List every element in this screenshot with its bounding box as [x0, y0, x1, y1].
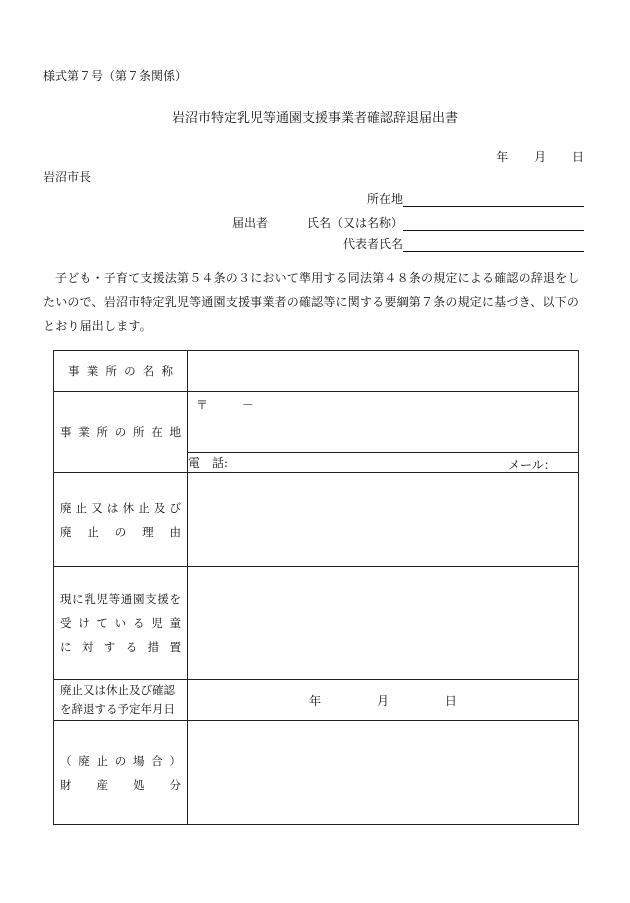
office-address-field[interactable] [188, 392, 579, 453]
measures-field[interactable] [188, 567, 579, 680]
reason-label-line2: 廃止の理由 [60, 524, 181, 539]
address-field[interactable] [403, 192, 584, 207]
office-address-label: 事業所の所在地 [60, 425, 181, 439]
schedule-label-cell [54, 680, 188, 721]
representative-label: 代表者氏名 [342, 237, 403, 251]
date-day-label: 日 [571, 150, 584, 164]
measures-label-line2: 受けている児童 [60, 616, 181, 630]
property-label-line1: （廃止の場合） [60, 753, 181, 768]
name-label: 氏名（又は名称） [306, 216, 403, 230]
measures-label-cell [54, 567, 188, 680]
property-label-line2: 財産処分 [60, 777, 181, 792]
submission-date [496, 148, 584, 165]
schedule-year-label: 年 [309, 693, 322, 708]
postal-dash: － [241, 398, 254, 412]
postal-mark: 〒 [196, 398, 209, 412]
schedule-label-line2: を辞退する予定年月日 [60, 702, 175, 716]
address-label: 所在地 [366, 192, 403, 206]
date-year-label: 年 [496, 150, 509, 164]
document-title: 岩沼市特定乳児等通園支援事業者確認辞退届出書 [171, 111, 458, 126]
property-field[interactable] [188, 721, 579, 825]
schedule-day-label: 日 [444, 693, 457, 708]
notification-table [53, 350, 579, 825]
office-address-label-cell [54, 392, 188, 473]
schedule-date-field[interactable] [188, 680, 579, 721]
name-row [307, 214, 584, 231]
date-month-label: 月 [534, 150, 547, 164]
applicant-label: 届出者 [232, 216, 269, 230]
property-label-cell [54, 721, 188, 825]
representative-field[interactable] [403, 237, 584, 252]
schedule-label-line1: 廃止又は休止及び確認 [60, 683, 175, 697]
office-name-label-cell [54, 351, 188, 392]
address-row [367, 190, 584, 207]
reason-label-line1: 廃止又は休止及び [60, 500, 181, 515]
name-field[interactable] [403, 216, 584, 231]
body-paragraph: 子ども・子育て支援法第５４条の３において準用する同法第４８条の規定による確認の辞退をしたいので、岩沼市特定乳児等通園支援事業者の確認等に関する要綱第７条の規定に基づき、以下のとおり届出します。 [43, 271, 580, 333]
contact-field[interactable] [188, 453, 579, 473]
addressee: 岩沼市長 [43, 170, 92, 184]
representative-row [343, 235, 584, 252]
reason-label-cell [54, 473, 188, 567]
schedule-month-label: 月 [376, 693, 389, 708]
phone-label: 電 話: [188, 456, 229, 470]
reason-field[interactable] [188, 473, 579, 567]
form-number: 様式第７号（第７条関係） [43, 69, 188, 83]
mail-label: メール： [508, 458, 556, 472]
office-name-label: 事業所の名称 [68, 364, 173, 378]
measures-label-line1: 現に乳児等通園支援を [60, 592, 181, 606]
office-name-field[interactable] [188, 351, 579, 392]
measures-label-line3: に対する措置 [60, 640, 181, 654]
